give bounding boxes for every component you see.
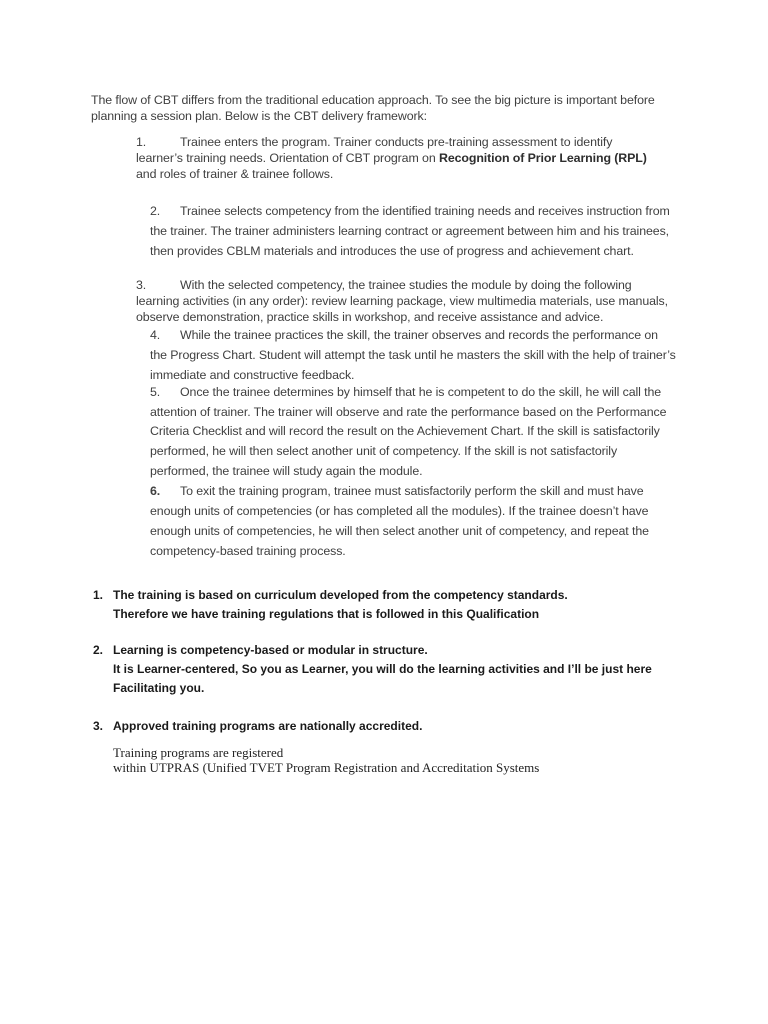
principle-1 [93,586,693,624]
principle-number: 1. [93,588,104,602]
note-line-1: Training programs are registered [113,745,284,760]
utpras-note [113,745,713,775]
framework-step-2 [150,201,676,261]
principle-number: 3. [93,719,104,733]
framework-step-1 [136,134,656,182]
framework-step-5 [150,383,678,482]
step-number: 6. [150,484,161,498]
step-number: 4. [150,328,161,342]
note-line-2: within UTPRAS (Unified TVET Program Registration and Accreditation Systems [113,760,540,775]
framework-step-3 [136,277,676,325]
intro-paragraph: The flow of CBT differs from the traditional education approach. To see the big picture is important before planning a session plan. Below is the CBT delivery framework: [91,93,655,123]
principle-3 [93,717,693,736]
principle-line: Learning is competency-based or modular in structure. [113,643,428,657]
step-text: Trainee selects competency from the identified training needs and receives instruction from the trainer. The trainer administers learning contract or agreement between him and his trainees, then provides CBLM materials and introduces the use of progress and achievement chart. [150,204,670,258]
step-text: Trainee enters the program. Trainer conducts pre-training assessment to identify learner’s training needs. Orientation of CBT program on [136,135,613,165]
step-number: 3. [136,278,147,292]
framework-step-6 [150,481,676,561]
step-text: While the trainee practices the skill, the trainer observes and records the performance on the Progress Chart. Student will attempt the task until he masters the skill with the help of trainer’s immediate and constructive feedback. [150,328,676,382]
principle-2 [93,641,693,698]
principle-line: Therefore we have training regulations that is followed in this Qualification [113,607,540,621]
principle-line: It is Learner-centered, So you as Learner, you will do the learning activities and I’ll be just here Facilitating you. [113,662,652,695]
step-number: 1. [136,135,147,149]
step-text: Once the trainee determines by himself that he is competent to do the skill, he will call the attention of trainer. The trainer will observe and rate the performance based on the Performance Criteria Checklist and will record the result on the Achievement Chart. If the skill is satisfactorily performed, he will then select another unit of competency. If the skill is not satisfactorily performed, the trainee will study again the module. [150,385,667,478]
principle-line: Approved training programs are nationally accredited. [113,719,423,733]
step-text: With the selected competency, the trainee studies the module by doing the following learning activities (in any order): review learning package, view multimedia materials, use manuals, observe demonstration, practice skills in workshop, and receive assistance and advice. [136,278,668,324]
framework-step-4 [150,325,676,385]
step-number: 5. [150,385,161,399]
step-number: 2. [150,204,161,218]
principle-number: 2. [93,643,104,657]
principle-line: The training is based on curriculum developed from the competency standards. [113,588,568,602]
step-text: To exit the training program, trainee must satisfactorily perform the skill and must have enough units of competencies (or has completed all the modules). If the trainee doesn’t have enough units of competencies, he will then select another unit of competency, and repeat the competency-based training process. [150,484,649,558]
step-text-tail: and roles of trainer & trainee follows. [136,167,334,181]
step-bold-term: Recognition of Prior Learning (RPL) [438,151,647,165]
